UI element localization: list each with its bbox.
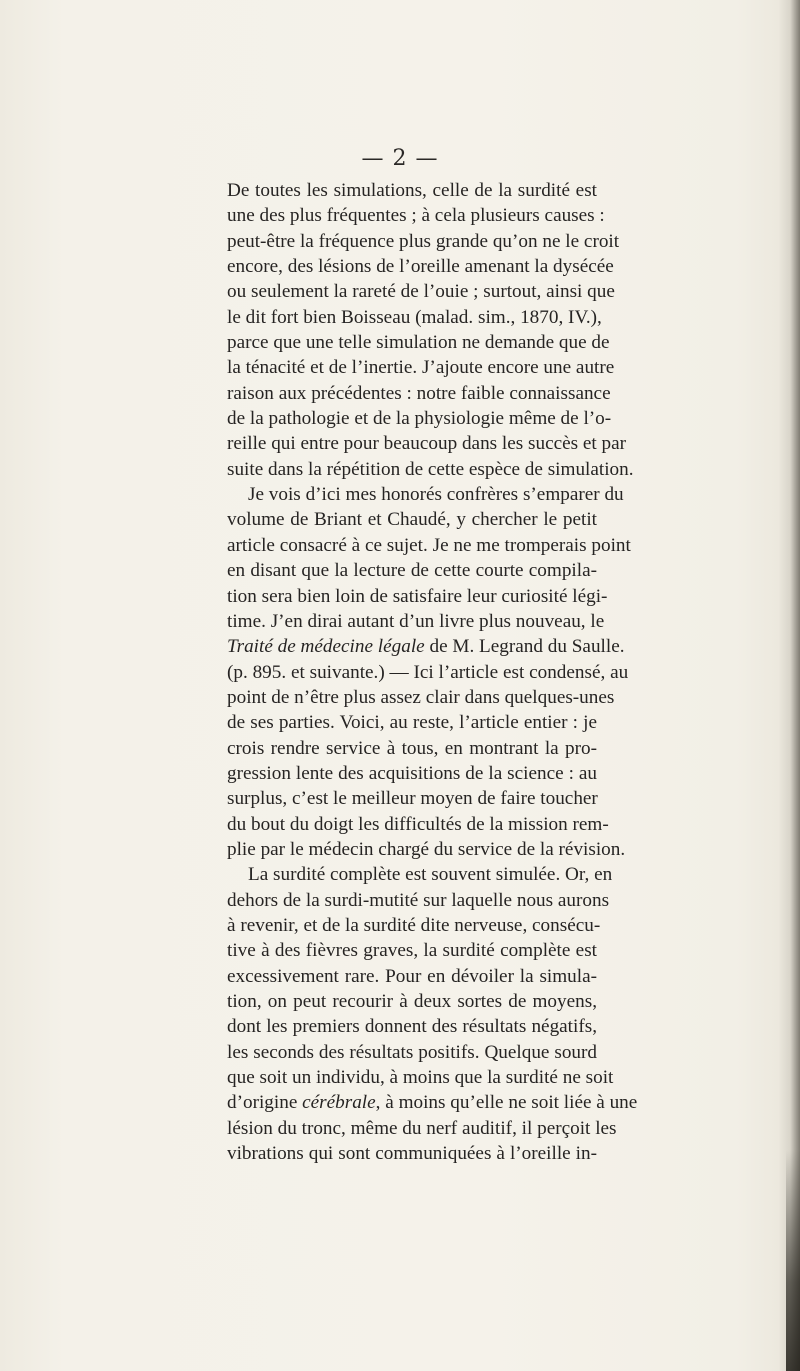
text-segment: de M. Legrand du Saulle. — [424, 636, 625, 658]
text-line: les seconds des résultats positifs. Quelque sourd — [227, 1041, 597, 1063]
text-line: dont les premiers donnent des résultats négatifs, — [227, 1016, 597, 1038]
text-line: plie par le médecin chargé du service de la révision. — [227, 838, 626, 860]
text-line: raison aux précédentes : notre faible connaissance — [227, 382, 611, 404]
text-line: excessivement rare. Pour en dévoiler la simula- — [227, 965, 597, 987]
text-line: volume de Briant et Chaudé, y chercher le petit — [227, 509, 597, 531]
text-line: Je vois d’ici mes honorés confrères s’emparer du — [248, 484, 624, 506]
text-line: la ténacité et de l’inertie. J’ajoute encore une autre — [227, 357, 615, 379]
text-line: crois rendre service à tous, en montrant la pro- — [227, 737, 597, 759]
text-line: parce que une telle simulation ne demande que de — [227, 332, 610, 354]
text-line: de ses parties. Voici, au reste, l’article entier : je — [227, 712, 597, 734]
text-line: surplus, c’est le meilleur moyen de faire toucher — [227, 788, 598, 810]
text-line: article consacré à ce sujet. Je ne me tromperais point — [227, 534, 631, 556]
text-line — [227, 1090, 638, 1115]
text-line: dehors de la surdi-mutité sur laquelle nous aurons — [227, 889, 610, 911]
text-line: tion, on peut recourir à deux sortes de moyens, — [227, 991, 597, 1012]
text-line: peut-être la fréquence plus grande qu’on ne le croit — [227, 230, 620, 252]
text-segment: d’origine — [227, 1092, 303, 1114]
text-line: point de n’être plus assez clair dans quelques-unes — [227, 686, 615, 708]
text-line: time. J’en dirai autant d’un livre plus nouveau, le — [227, 610, 605, 632]
text-line: de la pathologie et de la physiologie même de l’o- — [227, 408, 612, 430]
text-line: lésion du tronc, même du nerf auditif, il perçoit les — [227, 1117, 617, 1139]
text-line: ou seulement la rareté de l’ouie ; surtout, ainsi que — [227, 281, 615, 303]
text-line: le dit fort bien Boisseau (malad. sim., 1870, IV.), — [227, 306, 602, 328]
text-line — [227, 634, 625, 659]
italic-title: Traité de médecine légale — [227, 636, 425, 658]
text-line: De toutes les simulations, celle de la surdité est — [227, 180, 597, 201]
text-line: à revenir, et de la surdité dite nerveuse, consécu- — [227, 914, 601, 936]
text-line: du bout du doigt les difficultés de la mission rem- — [227, 813, 609, 835]
text-line: tive à des fièvres graves, la surdité complète est — [227, 940, 597, 962]
page-number: — 2 — — [361, 146, 439, 171]
text-line: gression lente des acquisitions de la science : au — [227, 762, 597, 784]
text-line: vibrations qui sont communiquées à l’oreille in- — [227, 1143, 597, 1165]
text-line: (p. 895. et suivante.) — Ici l’article est condensé, au — [227, 661, 629, 683]
text-line: reille qui entre pour beaucoup dans les succès et par — [227, 433, 627, 455]
text-line: tion sera bien loin de satisfaire leur curiosité légi- — [227, 585, 608, 607]
page-corner-shadow — [786, 1150, 800, 1371]
text-line: suite dans la répétition de cette espèce de simulation. — [227, 458, 634, 480]
body-text — [227, 178, 638, 1166]
italic-title: cérébrale — [302, 1092, 376, 1114]
text-line: en disant que la lecture de cette courte compila- — [227, 560, 597, 582]
text-line: que soit un individu, à moins que la surdité ne soit — [227, 1067, 614, 1089]
text-line: une des plus fréquentes ; à cela plusieurs causes : — [227, 205, 605, 227]
text-segment: , à moins qu’elle ne soit liée à une — [375, 1092, 638, 1114]
text-line: encore, des lésions de l’oreille amenant la dysécée — [227, 256, 614, 278]
text-line: La surdité complète est souvent simulée. Or, en — [248, 864, 613, 886]
